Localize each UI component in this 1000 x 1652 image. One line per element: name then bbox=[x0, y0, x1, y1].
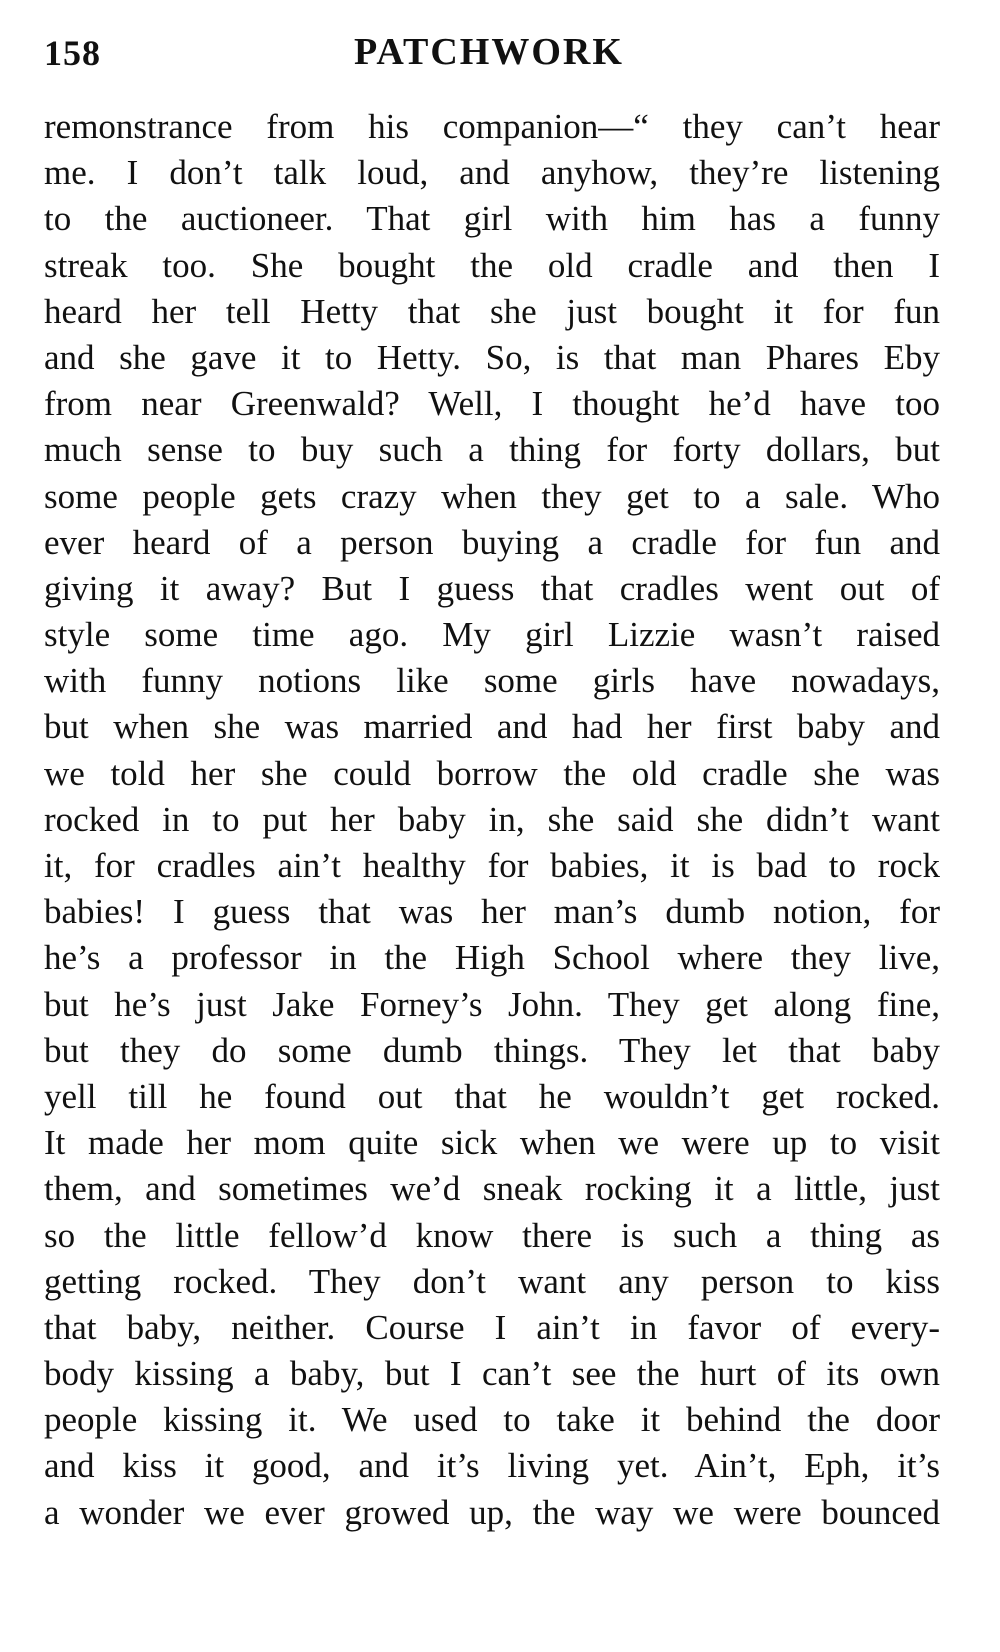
text-line: from near Greenwald? Well, I thought he’d have too bbox=[44, 384, 940, 424]
text-line: babies! I guess that was her man’s dumb notion, for bbox=[44, 892, 940, 932]
text-line: and kiss it good, and it’s living yet. Ain’t, Eph, it’s bbox=[44, 1446, 940, 1486]
body-text bbox=[44, 104, 940, 1536]
text-line: people kissing it. We used to take it behind the door bbox=[44, 1400, 940, 1440]
text-line: giving it away? But I guess that cradles went out of bbox=[44, 568, 940, 608]
text-line: body kissing a baby, but I can’t see the hurt of its own bbox=[44, 1354, 940, 1394]
text-line: but when she was married and had her first baby and bbox=[44, 707, 940, 747]
text-line: some people gets crazy when they get to a sale. Who bbox=[44, 476, 940, 516]
text-line: but they do some dumb things. They let that baby bbox=[44, 1030, 940, 1070]
running-head: PATCHWORK bbox=[354, 31, 624, 73]
text-line: It made her mom quite sick when we were up to visit bbox=[44, 1123, 940, 1163]
text-line: streak too. She bought the old cradle and then I bbox=[44, 245, 940, 285]
text-line: to the auctioneer. That girl with him has a funny bbox=[44, 199, 940, 239]
text-line: style some time ago. My girl Lizzie wasn’t raised bbox=[44, 615, 940, 655]
text-line: a wonder we ever growed up, the way we were bounced bbox=[44, 1492, 940, 1532]
text-line: me. I don’t talk loud, and anyhow, they’re listening bbox=[44, 153, 940, 193]
text-line: ever heard of a person buying a cradle for fun and bbox=[44, 522, 940, 562]
text-line: with funny notions like some girls have nowadays, bbox=[44, 661, 940, 701]
text-line: heard her tell Hetty that she just bought it for fun bbox=[44, 291, 940, 331]
text-line: that baby, neither. Course I ain’t in favor of every- bbox=[44, 1307, 940, 1347]
text-line: getting rocked. They don’t want any person to kiss bbox=[44, 1261, 940, 1301]
text-line: we told her she could borrow the old cradle she was bbox=[44, 753, 940, 793]
text-line: and she gave it to Hetty. So, is that man Phares Eby bbox=[44, 337, 940, 377]
text-line: it, for cradles ain’t healthy for babies, it is bad to rock bbox=[44, 846, 940, 885]
text-line: yell till he found out that he wouldn’t get rocked. bbox=[44, 1076, 940, 1116]
page-header bbox=[44, 22, 944, 82]
page-number: 158 bbox=[44, 33, 101, 73]
text-line: he’s a professor in the High School where they live, bbox=[44, 938, 940, 978]
text-line: but he’s just Jake Forney’s John. They get along fine, bbox=[44, 984, 940, 1024]
text-line: them, and sometimes we’d sneak rocking it a little, just bbox=[44, 1169, 940, 1209]
text-line: remonstrance from his companion—“ they can’t hear bbox=[44, 107, 940, 146]
text-line: rocked in to put her baby in, she said she didn’t want bbox=[44, 799, 940, 839]
text-line: much sense to buy such a thing for forty dollars, but bbox=[44, 430, 940, 470]
text-line: so the little fellow’d know there is such a thing as bbox=[44, 1215, 940, 1255]
